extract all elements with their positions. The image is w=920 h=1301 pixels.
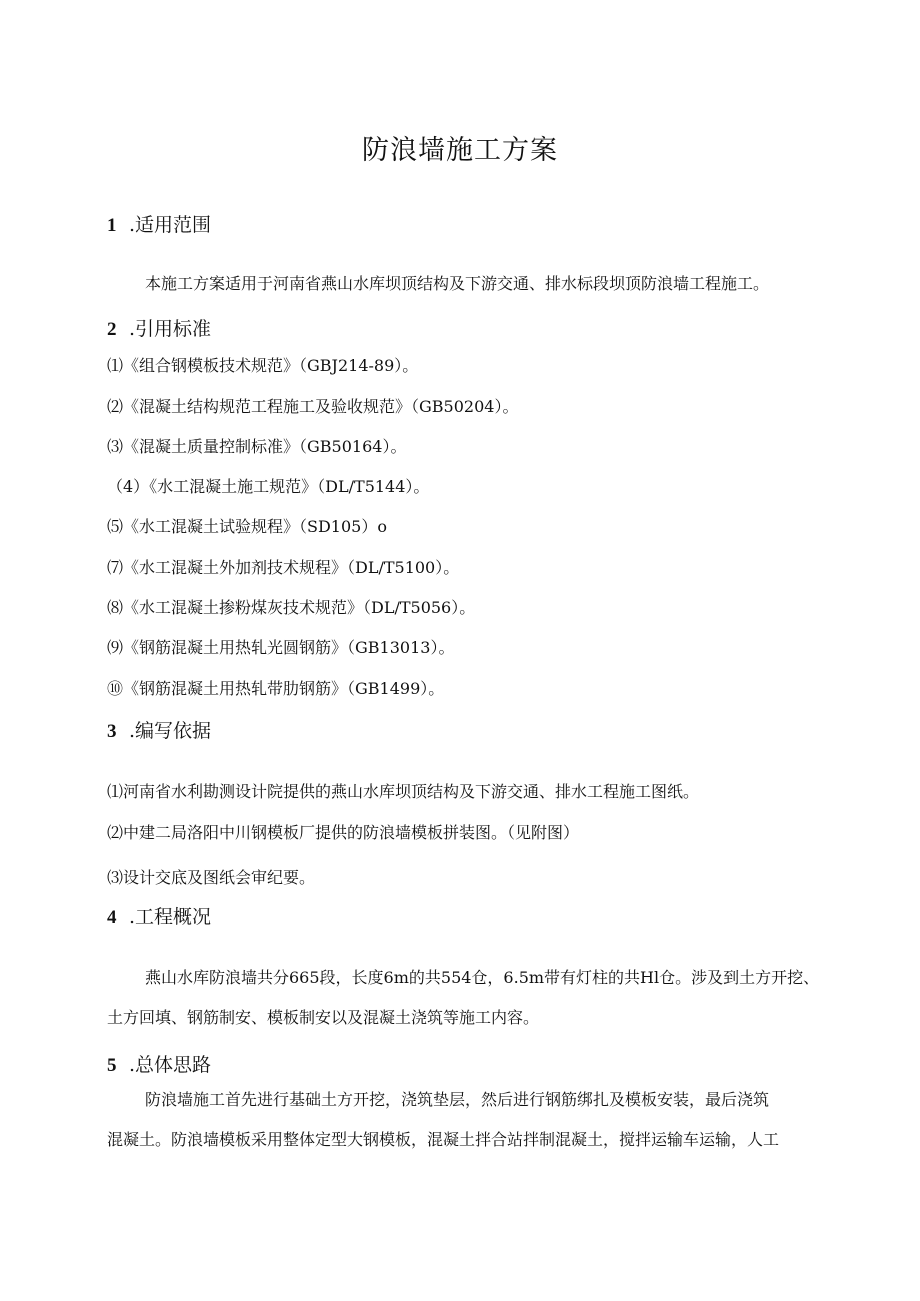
section-heading-2 [107,314,211,341]
basis-item: ⑵中建二局洛阳中川钢模板厂提供的防浪墙模板拼装图。（见附图） [107,823,580,842]
reference-item: ⑼《钢筋混凝土用热轧光圆钢筋》（GB13013）。 [107,638,455,657]
section-heading-5 [107,1050,211,1077]
basis-item: ⑴河南省水利勘测设计院提供的燕山水库坝顶结构及下游交通、排水工程施工图纸。 [107,782,700,801]
section-title: .工程概况 [129,906,212,928]
document-title: 防浪墙施工方案 [362,135,558,166]
reference-item: ⑸《水工混凝土试验规程》（SD105）o [107,517,387,536]
section-title: .总体思路 [129,1054,212,1076]
section-number: 4 [107,907,117,928]
reference-item: ⑻《水工混凝土掺粉煤灰技术规范》（DL/T5056）。 [107,598,476,617]
section-heading-3 [107,716,211,743]
section-title: .适用范围 [129,214,212,236]
section-heading-1 [107,210,211,237]
overview-paragraph [107,958,822,1038]
overview-line: 土方回填、钢筋制安、模板制安以及混凝土浇筑等施工内容。 [107,1008,540,1027]
scope-text: 本施工方案适用于河南省燕山水库坝顶结构及下游交通、排水标段坝顶防浪墙工程施工。 [145,274,770,293]
reference-item: ⑵《混凝土结构规范工程施工及验收规范》（GB50204）。 [107,397,519,416]
reference-item: ⑶《混凝土质量控制标准》（GB50164）。 [107,437,407,456]
approach-paragraph [107,1080,822,1160]
overview-line: 燕山水库防浪墙共分665段，长度6m的共554仓，6.5m带有灯柱的共Hl仓。涉及到土方开挖、 [145,968,820,987]
section-number: 2 [107,319,117,340]
scope-paragraph [107,264,822,304]
section-number: 1 [107,215,117,236]
section-number: 3 [107,721,117,742]
reference-item: ⑴《组合钢模板技术规范》（GBJ214-89）。 [107,356,419,375]
basis-item: ⑶设计交底及图纸会审纪要。 [107,868,316,887]
section-title: .编写依据 [129,720,212,742]
reference-item: ⑺《水工混凝土外加剂技术规程》（DL/T5100）。 [107,558,460,577]
approach-line: 防浪墙施工首先进行基础土方开挖，浇筑垫层，然后进行钢筋绑扎及模板安装，最后浇筑 [145,1090,770,1109]
section-heading-4 [107,902,211,929]
reference-item: ⑩《钢筋混凝土用热轧带肋钢筋》（GB1499）。 [107,679,445,698]
reference-item: （4）《水工混凝土施工规范》（DL/T5144）。 [107,477,430,496]
section-number: 5 [107,1055,117,1076]
approach-line: 混凝土。防浪墙模板采用整体定型大钢模板，混凝土拌合站拌制混凝土，搅拌运输车运输，人工 [107,1130,780,1149]
section-title: .引用标准 [129,318,212,340]
